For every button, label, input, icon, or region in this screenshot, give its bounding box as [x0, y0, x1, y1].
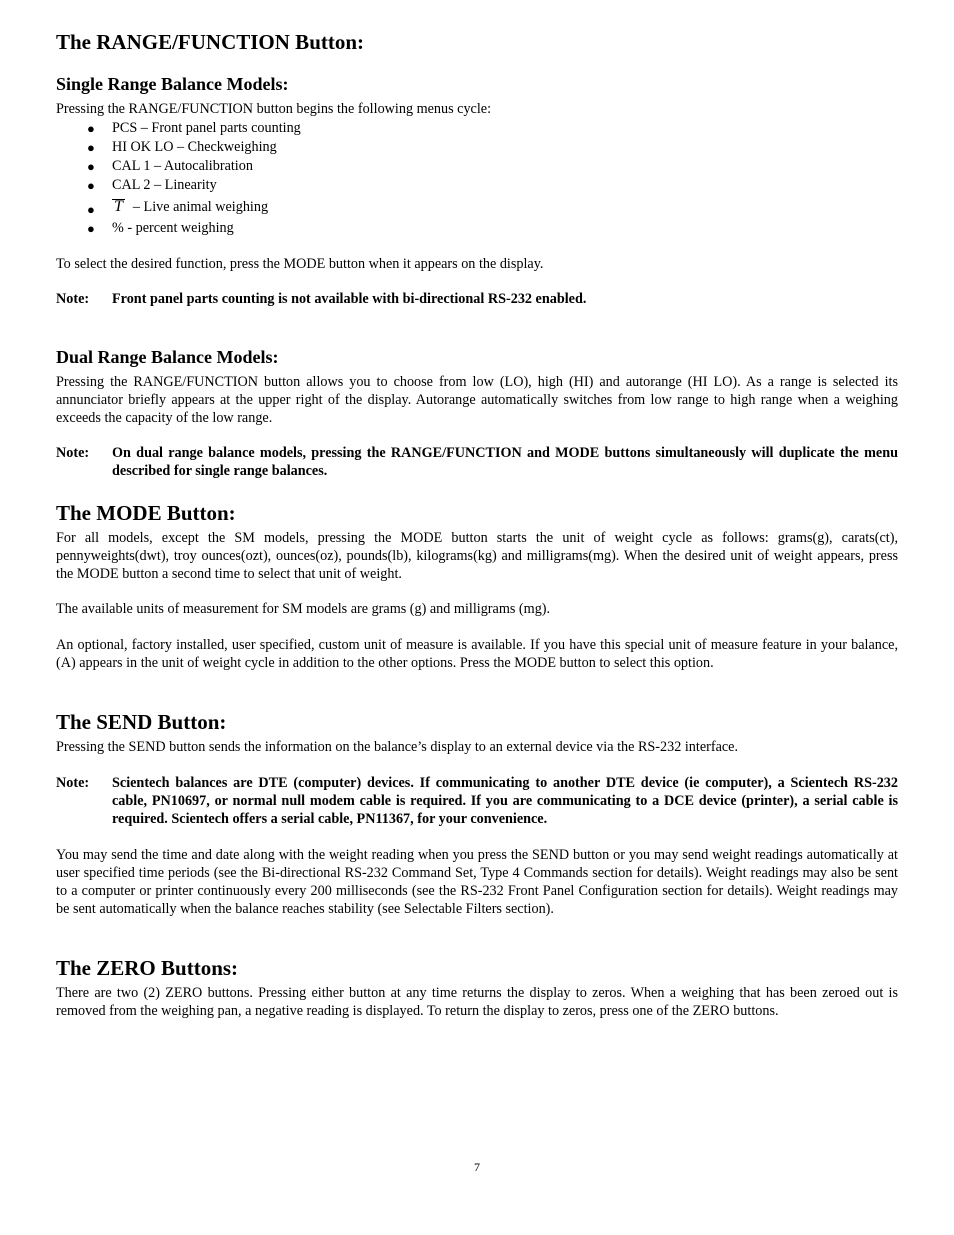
bullet-icon: ● — [87, 159, 95, 174]
select-function-text: To select the desired function, press the MODE button when it appears on the display. — [56, 256, 544, 272]
list-item: ● CAL 1 – Autocalibration — [87, 158, 253, 174]
bullet-icon: ● — [87, 202, 95, 217]
note-text: Scientech balances are DTE (computer) devices. If communicating to another DTE device (ie computer), a Scientech RS-232 cable, PN10697, or normal null modem cable is required. If you are communicating to a DCE device (printer), a serial cable is required. Scientech offers a serial cable, PN11367, for your convenience. — [112, 775, 898, 827]
bullet-icon: ● — [87, 221, 95, 236]
send-title: The SEND Button: — [56, 710, 227, 734]
zero-paragraph-1: There are two (2) ZERO buttons. Pressing either button at any time returns the display to zeros. When a weighing that has been zeroed out is removed from the weighing pan, a negative reading is displayed. To return the display to zeros, press one of the ZERO buttons. — [56, 985, 898, 1019]
page-number: 7 — [474, 1160, 480, 1174]
dual-range-text: Pressing the RANGE/FUNCTION button allows you to choose from low (LO), high (HI) and autorange (HI LO). As a range is selected its annunciator briefly appears at the upper right of the display. Autorange automatically switches from low range to high range when a weighing exceeds the capacity of the low range. — [56, 374, 898, 426]
send-paragraph-2: You may send the time and date along with the weight reading when you press the SEND button or you may send weight readings automatically at user specified time periods (see the Bi-directional RS-232 Command Set, Type 4 Commands section for details). Weight readings may also be sent to a computer or printer continuously every 200 milliseconds (see the RS-232 Front Panel Configuration section for details). Weight readings may be sent automatically when the balance reaches stability (see Selectable Filters section). — [56, 847, 898, 917]
bullet-icon: ● — [87, 121, 95, 136]
list-item: ● PCS – Front panel parts counting — [87, 120, 301, 136]
range-function-title: The RANGE/FUNCTION Button: — [56, 30, 365, 54]
mode-paragraph-3: An optional, factory installed, user specified, custom unit of measure is available. If you have this special unit of measure feature in your balance, (A) appears in the unit of weight cycle in addition to the other options. Press the MODE button to select this option. — [56, 637, 898, 671]
zero-title: The ZERO Buttons: — [56, 956, 239, 980]
dual-range-note — [56, 444, 898, 480]
menu-cycle-list — [56, 119, 898, 238]
single-range-heading: Single Range Balance Models: — [56, 74, 289, 94]
list-item: ● % - percent weighing — [87, 220, 234, 236]
single-range-note — [56, 290, 898, 308]
list-item: ● HI OK LO – Checkweighing — [87, 139, 277, 155]
t-bar-symbol: T — [114, 198, 123, 215]
list-item: ● T – Live animal weighing — [56, 195, 898, 219]
list-item: ● CAL 2 – Linearity — [87, 177, 217, 193]
mode-paragraph-2: The available units of measurement for SM models are grams (g) and milligrams (mg). — [56, 601, 551, 617]
send-paragraph-1: Pressing the SEND button sends the information on the balance’s display to an external device via the RS-232 interface. — [56, 739, 739, 755]
bullet-icon: ● — [87, 178, 95, 193]
mode-title: The MODE Button: — [56, 501, 236, 525]
note-label: Note: — [56, 291, 90, 307]
mode-paragraph-1: For all models, except the SM models, pressing the MODE button starts the unit of weight cycle as follows: grams(g), carats(ct), pennyweights(dwt), troy ounces(ozt), ounces(oz), pounds(lb), kilograms(kg) and milligrams(mg). When the desired unit of weight appears, press the MODE button a second time to select that unit of weight. — [56, 530, 898, 582]
note-text: Front panel parts counting is not available with bi-directional RS-232 enabled. — [112, 291, 587, 307]
send-note — [56, 774, 898, 828]
note-text: On dual range balance models, pressing the RANGE/FUNCTION and MODE buttons simultaneously will duplicate the menu described for single range balances. — [112, 445, 898, 479]
note-label: Note: — [56, 445, 90, 461]
note-label: Note: — [56, 775, 90, 791]
dual-range-heading: Dual Range Balance Models: — [56, 347, 279, 367]
bullet-icon: ● — [87, 140, 95, 155]
single-range-intro: Pressing the RANGE/FUNCTION button begins the following menus cycle: — [56, 101, 492, 117]
